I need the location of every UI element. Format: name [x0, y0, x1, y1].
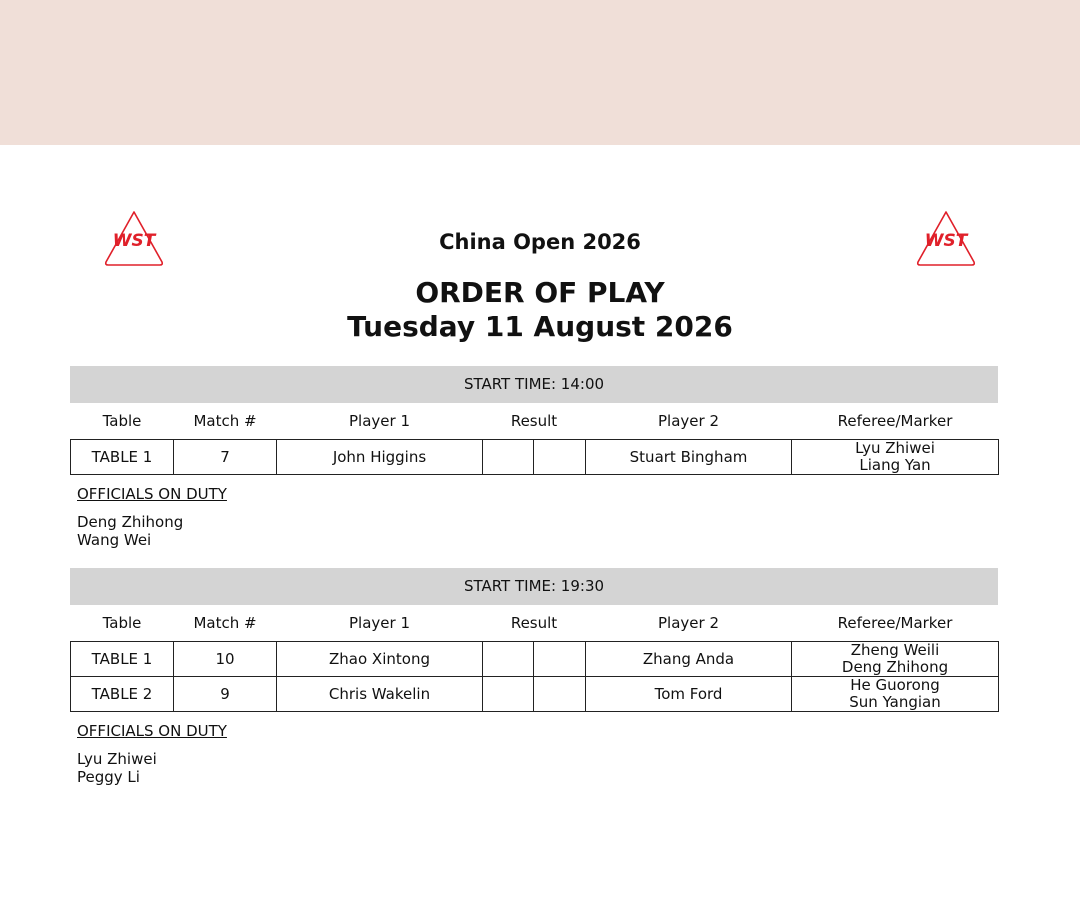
logo-text: WST	[112, 231, 156, 251]
heading: ORDER OF PLAY	[415, 276, 665, 309]
start-time-bar: START TIME: 14:00	[70, 366, 998, 403]
official: Lyu Zhiwei	[77, 750, 157, 768]
player-2-cell: Stuart Bingham	[586, 440, 792, 475]
player-1-cell: Zhao Xintong	[277, 642, 483, 677]
col-table: Table	[102, 614, 142, 632]
result-2-cell	[534, 642, 586, 677]
col-player-2: Player 2	[658, 614, 720, 632]
table-cell: TABLE 2	[71, 677, 174, 712]
match-number-cell: 7	[174, 440, 277, 475]
col-match: Match #	[193, 412, 257, 430]
table-cell: TABLE 1	[71, 440, 174, 475]
col-player-1: Player 1	[349, 614, 410, 632]
officials-list	[77, 750, 998, 786]
col-player-2: Player 2	[658, 412, 720, 430]
marker: Liang Yan	[859, 456, 931, 474]
referee: Lyu Zhiwei	[855, 439, 935, 457]
official: Deng Zhihong	[77, 513, 184, 531]
marker: Deng Zhihong	[841, 658, 949, 676]
session-1	[70, 366, 998, 549]
player-2-cell: Zhang Anda	[586, 642, 792, 677]
event-title: China Open 2026	[439, 230, 641, 254]
session-2	[70, 568, 998, 786]
officials-heading: OFFICIALS ON DUTY	[77, 485, 227, 503]
referee: He Guorong	[850, 676, 940, 694]
order-of-play-title	[0, 276, 1080, 344]
result-1-cell	[483, 642, 534, 677]
match-row	[71, 677, 999, 712]
officials-heading: OFFICIALS ON DUTY	[77, 722, 227, 740]
top-band	[0, 0, 1080, 145]
match-row	[71, 440, 999, 475]
col-match: Match #	[193, 614, 257, 632]
col-result: Result	[510, 614, 558, 632]
official: Wang Wei	[77, 531, 152, 549]
col-referee-marker: Referee/Marker	[837, 412, 953, 430]
result-2-cell	[534, 440, 586, 475]
result-2-cell	[534, 677, 586, 712]
referee-marker-cell	[792, 642, 999, 677]
logo-text: WST	[924, 231, 968, 251]
referee: Zheng Weili	[850, 641, 940, 659]
marker: Sun Yangian	[849, 693, 941, 711]
start-time-bar: START TIME: 19:30	[70, 568, 998, 605]
matches-table	[70, 403, 999, 475]
col-result: Result	[510, 412, 558, 430]
player-1-cell: Chris Wakelin	[277, 677, 483, 712]
match-row	[71, 642, 999, 677]
result-1-cell	[483, 440, 534, 475]
player-2-cell: Tom Ford	[586, 677, 792, 712]
table-cell: TABLE 1	[71, 642, 174, 677]
referee-marker-cell	[792, 440, 999, 475]
match-number-cell: 10	[174, 642, 277, 677]
col-table: Table	[102, 412, 142, 430]
player-1-cell: John Higgins	[277, 440, 483, 475]
date: Tuesday 11 August 2026	[347, 310, 733, 343]
officials-list	[77, 513, 998, 549]
col-referee-marker: Referee/Marker	[837, 614, 953, 632]
match-number-cell: 9	[174, 677, 277, 712]
matches-table	[70, 605, 999, 712]
col-player-1: Player 1	[349, 412, 410, 430]
referee-marker-cell	[792, 677, 999, 712]
official: Peggy Li	[77, 768, 140, 786]
result-1-cell	[483, 677, 534, 712]
